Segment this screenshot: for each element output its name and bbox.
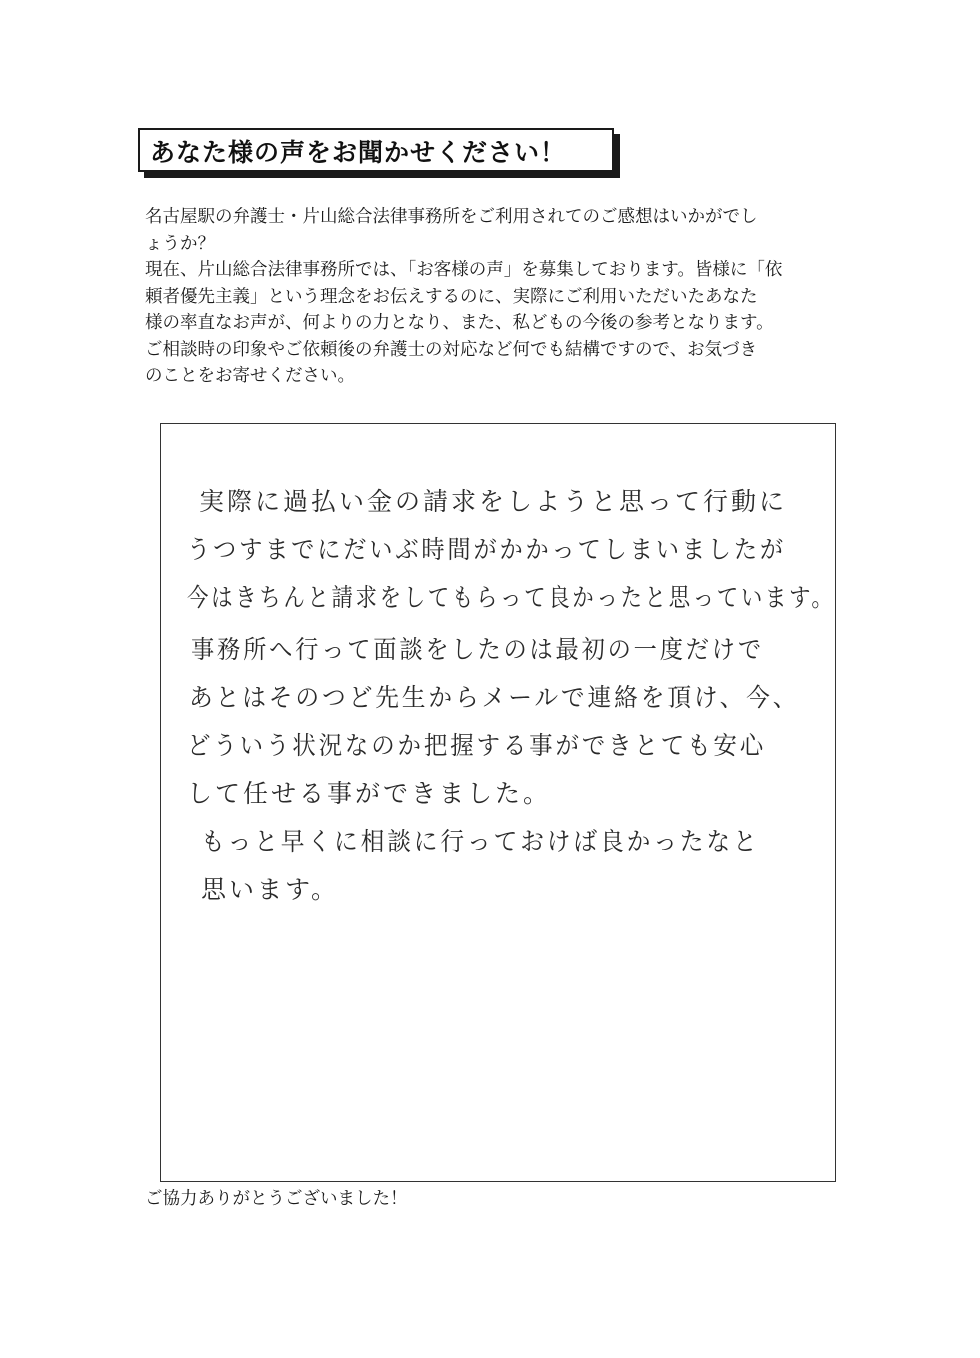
page-title: あなた様の声をお聞かせください！ <box>150 138 567 167</box>
handwritten-line: あとはそのつど先生からメールで連絡を頂け、今、 <box>189 683 800 712</box>
intro-line: ご相談時の印象やご依頼後の弁護士の対応など何でも結構ですので、お気づき <box>145 339 758 360</box>
handwritten-line: うつすまでにだいぶ時間がかかってしまいましたが <box>187 535 786 564</box>
intro-line: 頼者優先主義」という理念をお伝えするのに、実際にご利用いただいたあなた <box>145 286 758 307</box>
handwritten-line: どういう状況なのか把握する事ができとても安心 <box>187 731 767 760</box>
handwritten-line: 今はきちんと請求をしてもらって良かったと思っています。 <box>187 583 836 612</box>
handwritten-line: して任せる事ができました。 <box>187 779 552 808</box>
handwritten-line: もっと早くに相談に行っておけば良かったなと <box>201 827 760 856</box>
heading-box <box>138 128 614 172</box>
intro-line: 現在、片山総合法律事務所では、「お客様の声」を募集しております。皆様に「依 <box>145 260 783 280</box>
intro-line: 名古屋駅の弁護士・片山総合法律事務所をご利用されてのご感想はいかがでし <box>145 207 758 227</box>
intro-line: 様の率直なお声が、何よりの力となり、また、私どもの今後の参考となります。 <box>145 313 774 333</box>
comment-box <box>160 423 836 1182</box>
intro-line: ょうか？ <box>145 233 215 254</box>
intro-paragraph <box>145 204 845 390</box>
intro-line: のことをお寄せください。 <box>145 366 355 386</box>
closing-thanks: ご協力ありがとうございました！ <box>145 1189 408 1209</box>
handwritten-line: 実際に過払い金の請求をしようと思って行動に <box>199 487 788 516</box>
handwritten-line: 事務所へ行って面談をしたのは最初の一度だけで <box>191 635 764 664</box>
handwritten-line: 思います。 <box>201 875 340 904</box>
